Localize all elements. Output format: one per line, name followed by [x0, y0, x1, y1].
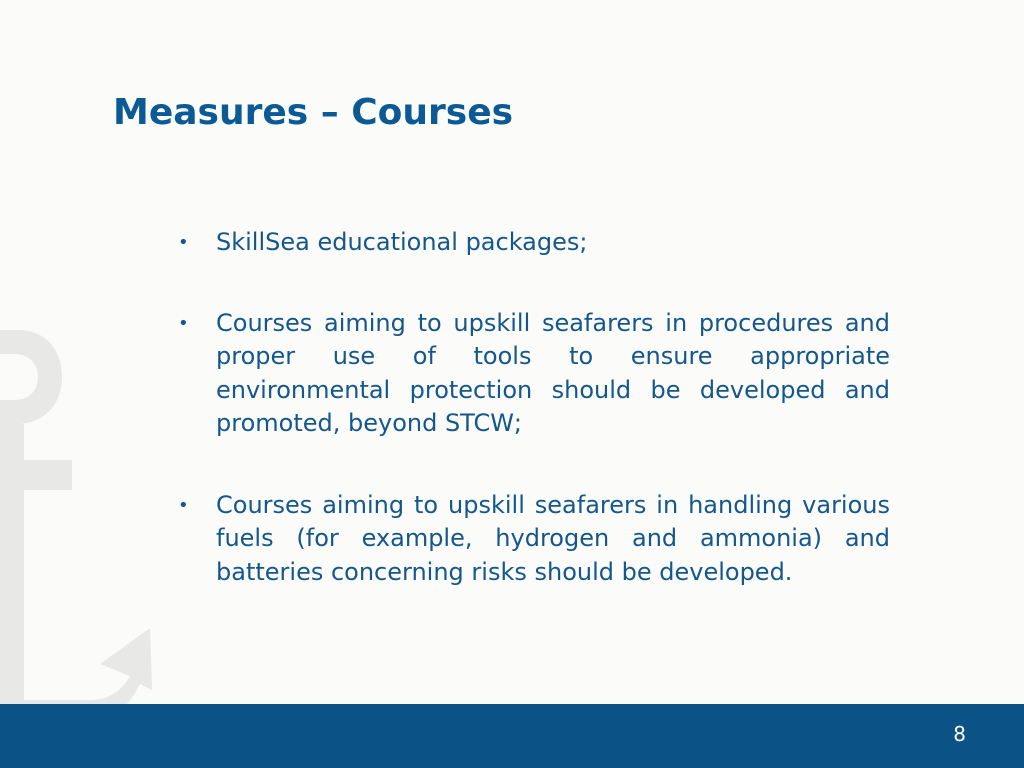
bullet-text: Courses aiming to upskill seafarers in procedures and proper use of tools to ensure appropriate environmental protection should be developed and promoted, beyond STCW; [216, 308, 890, 437]
bullet-marker: • [178, 494, 189, 516]
bullet-item [178, 226, 890, 260]
page-number: 8 [953, 722, 966, 746]
bullet-list [178, 226, 890, 637]
footer-bar [0, 704, 1024, 768]
slide-title: Measures – Courses [113, 92, 514, 133]
bullet-text: Courses aiming to upskill seafarers in handling various fuels (for example, hydrogen and ammonia) and batteries concerning risks should be developed. [216, 490, 890, 586]
bullet-text: SkillSea educational packages; [216, 228, 588, 256]
bullet-item [178, 489, 890, 590]
bullet-marker: • [178, 312, 189, 334]
bullet-item [178, 307, 890, 441]
bullet-marker: • [178, 232, 189, 253]
